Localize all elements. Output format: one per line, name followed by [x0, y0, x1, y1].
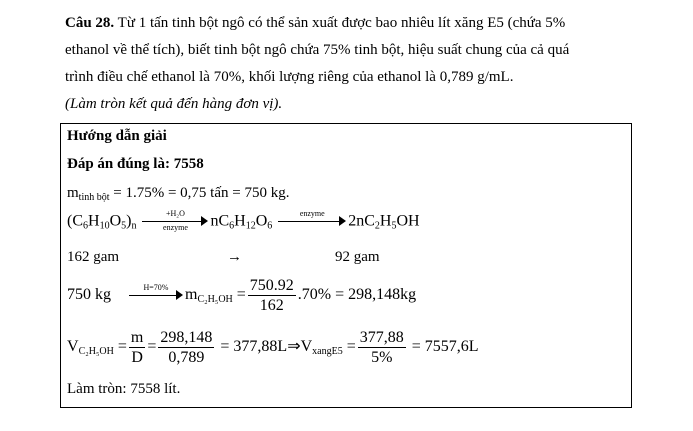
calc-left: 750 kg — [67, 286, 111, 304]
question-line-2: ethanol về thể tích), biết tinh bột ngô chứa 75% tinh bột, hiệu suất chung của cả quá — [65, 42, 570, 58]
question-line-1 — [65, 10, 665, 37]
arrow-1-top-label: +H₂O — [166, 209, 185, 218]
volume-fraction-2-numerator: 298,148 — [160, 329, 213, 346]
answer-line: Đáp án đúng là: 7558 — [67, 156, 204, 172]
volume-mid: = 377,88L⇒V — [216, 338, 313, 356]
question-text-1: Từ 1 tấn tinh bột ngô có thể sản xuất được bao nhiêu lít xăng E5 (chứa 5% — [114, 15, 566, 31]
volume-fraction-3 — [358, 328, 406, 367]
calc-arrow — [129, 282, 183, 306]
solution-heading: Hướng dẫn giải — [67, 128, 167, 144]
volume-fraction-2-denominator: 0,789 — [168, 349, 205, 366]
arrow-1-bottom-label: enzyme — [163, 223, 188, 232]
question-line-3: trình điều chế ethanol là 70%, khối lượng riêng của ethanol là 0,789 g/mL. — [65, 69, 514, 85]
question-note: (Làm tròn kết quả đến hàng đơn vị). — [65, 96, 283, 112]
product-formula: 2nC — [348, 212, 375, 230]
mass-line — [67, 185, 289, 202]
reaction-arrow-1 — [142, 209, 208, 232]
reaction-arrow-2 — [278, 209, 346, 232]
volume-symbol: V — [67, 338, 79, 356]
rounding-line: Làm tròn: 7558 lít. — [67, 381, 181, 397]
question-label: Câu 28. — [65, 15, 115, 31]
volume-result: = 7557,6L — [407, 338, 479, 356]
volume-fraction-1-numerator: m — [130, 329, 144, 346]
volume-fraction-1-denominator: D — [131, 349, 143, 366]
arrow-2-top-label: enzyme — [299, 209, 325, 218]
mass-value: = 1.75% = 0,75 tấn = 750 kg. — [109, 185, 290, 201]
calc-line: 750 kg H=70% $m_{C_2H_5OH}$ = $\frac{750.92}{162}$ .70% = 298,148kg — [67, 277, 417, 314]
volume-subscript: C₂H₅OH — [78, 346, 114, 358]
volume-fraction-2 — [158, 328, 214, 367]
solution-box — [60, 123, 632, 408]
volume-fraction-3-numerator: 377,88 — [359, 329, 404, 346]
reactant-start: (C — [67, 212, 83, 230]
calc-fraction — [248, 276, 296, 315]
calc-result: .70% = 298,148kg — [297, 286, 417, 304]
volume-line: $V_{C_2H_5OH}$ = $\frac{m}{D}$ = $\frac{298,148}{0,789}$ = $377,88L\Rightarrow V_{xangE5}$ = $\frac{377,88}{5\%}$ = 7557,6L — [67, 329, 479, 366]
volume-fraction-1 — [129, 328, 145, 367]
ratio-right: 92 gam — [335, 249, 380, 265]
calc-arrow-label: H=70% — [143, 282, 169, 292]
volume-fraction-3-denominator: 5% — [371, 349, 393, 366]
mass-symbol: m — [67, 185, 79, 201]
calc-fraction-numerator: 750.92 — [249, 277, 294, 294]
calc-fraction-denominator: 162 — [259, 297, 284, 314]
question-block — [65, 10, 665, 118]
mass-subscript: tinh bột — [78, 192, 110, 203]
volume-2-subscript: xangE5 — [312, 346, 343, 358]
ratio-left: 162 gam — [67, 249, 120, 265]
glucose-formula: nC — [210, 212, 230, 230]
reaction-line: $(C_6H_{10}O_5)_n$ +H₂O enzyme $nC_6H_{12}O_6$ enzyme $2nC_2H_5OH$ — [67, 209, 420, 232]
ratio-arrow: → — [227, 249, 242, 265]
product-end: OH — [396, 212, 420, 230]
calc-m-subscript: C₂H₅OH — [197, 294, 233, 306]
calc-m: m — [185, 286, 198, 304]
